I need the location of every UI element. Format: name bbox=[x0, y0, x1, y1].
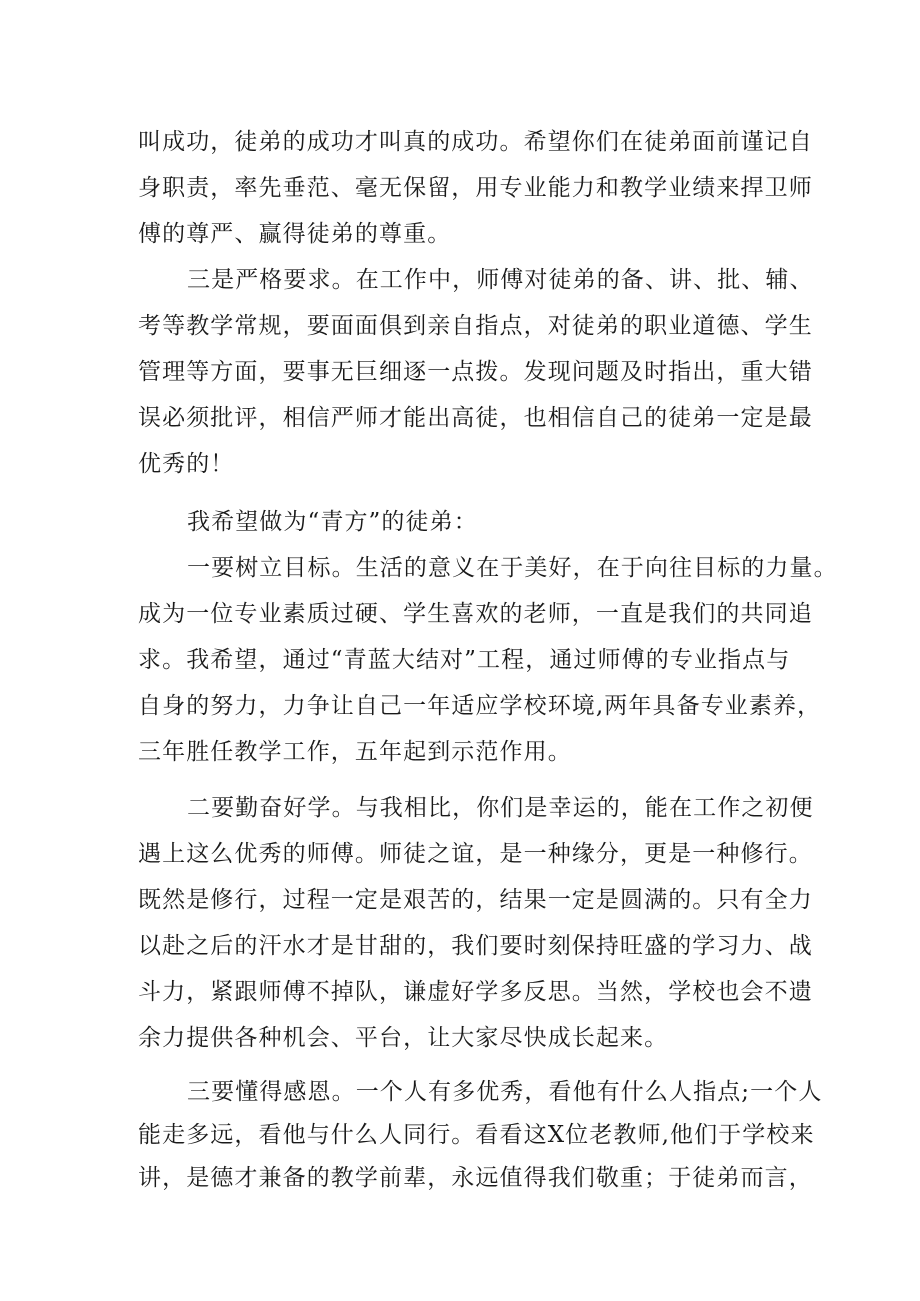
text-line: 遇上这么优秀的师傅。师徒之谊，是一种缘分，更是一种修行。 bbox=[138, 841, 813, 867]
text-line: 三年胜任教学工作，五年起到示范作用。 bbox=[138, 739, 572, 765]
text-line: 自身的努力，力争让自己一年适应学校环境,两年具备专业素养， bbox=[138, 693, 822, 719]
text-line: 讲，是德才兼备的教学前辈，永远值得我们敬重；于徒弟而言， bbox=[138, 1165, 813, 1191]
text-line: 既然是修行，过程一定是艰苦的，结果一定是圆满的。只有全力 bbox=[138, 887, 813, 913]
text-line: 求。我希望，通过“青蓝大结对”工程，通过师傅的专业指点与 bbox=[138, 647, 791, 673]
text-line: 傅的尊严、赢得徒弟的尊重。 bbox=[138, 221, 452, 247]
text-line: 误必须批评，相信严师才能出高徒，也相信自己的徒弟一定是最 bbox=[138, 405, 813, 431]
text-line: 能走多远，看他与什么人同行。看看这X位老教师,他们于学校来 bbox=[138, 1122, 815, 1148]
text-line: 优秀的！ bbox=[138, 451, 235, 477]
paragraph-first-line: 二要勤奋好学。与我相比，你们是幸运的，能在工作之初便 bbox=[187, 795, 814, 821]
text-line: 斗力，紧跟师傅不掉队，谦虚好学多反思。当然，学校也会不遗 bbox=[138, 979, 813, 1005]
paragraph-first-line: 三要懂得感恩。一个人有多优秀，看他有什么人指点;一个人 bbox=[187, 1079, 823, 1105]
text-line: 成为一位专业素质过硬、学生喜欢的老师，一直是我们的共同追 bbox=[138, 601, 813, 627]
paragraph-first-line: 三是严格要求。在工作中，师傅对徒弟的备、讲、批、辅、 bbox=[187, 267, 814, 293]
paragraph-first-line: 我希望做为“青方”的徒弟： bbox=[187, 509, 478, 535]
text-line: 管理等方面，要事无巨细逐一点拨。发现问题及时指出，重大错 bbox=[138, 359, 813, 385]
text-line: 以赴之后的汗水才是甘甜的，我们要时刻保持旺盛的学习力、战 bbox=[138, 933, 813, 959]
text-line: 身职责，率先垂范、毫无保留，用专业能力和教学业绩来捍卫师 bbox=[138, 175, 813, 201]
text-line: 考等教学常规，要面面俱到亲自指点，对徒弟的职业道德、学生 bbox=[138, 313, 813, 339]
text-line: 余力提供各种机会、平台，让大家尽快成长起来。 bbox=[138, 1025, 669, 1051]
paragraph-first-line: 一要树立目标。生活的意义在于美好，在于向往目标的力量。 bbox=[187, 555, 838, 581]
text-line: 叫成功，徒弟的成功才叫真的成功。希望你们在徒弟面前谨记自 bbox=[138, 129, 813, 155]
